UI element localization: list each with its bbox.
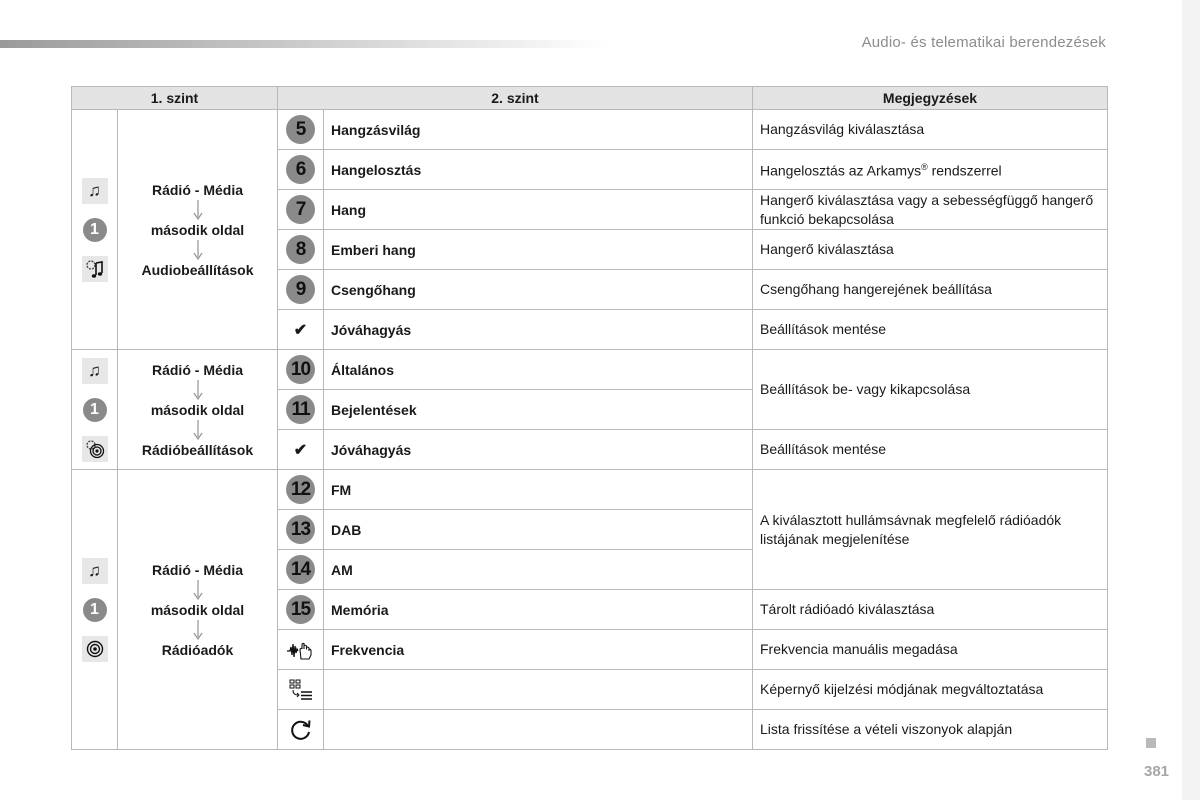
- down-arrow-icon: [191, 199, 205, 221]
- level1-radio-media: Rádió - Média: [151, 361, 243, 378]
- marker-14: 14: [286, 555, 315, 584]
- option-note: Hangerő kiválasztása: [753, 230, 1108, 270]
- level1-radio-media: Rádió - Média: [151, 181, 243, 198]
- option-name: AM: [324, 550, 753, 590]
- option-note: Tárolt rádióadó kiválasztása: [753, 590, 1108, 630]
- level1-second-page: második oldal: [150, 221, 245, 238]
- option-name: DAB: [324, 510, 753, 550]
- option-name: [324, 710, 753, 750]
- option-note: Beállítások be- vagy kikapcsolása: [753, 350, 1108, 430]
- option-note: Lista frissítése a vételi viszonyok alapján: [753, 710, 1108, 750]
- marker-11: 11: [286, 395, 315, 424]
- music-note-icon: ♫: [82, 358, 108, 384]
- option-note: Beállítások mentése: [753, 430, 1108, 470]
- option-name: [324, 670, 753, 710]
- option-note: Beállítások mentése: [753, 310, 1108, 350]
- option-note: Frekvencia manuális megadása: [753, 630, 1108, 670]
- page-edge-strip: [1182, 0, 1200, 800]
- marker-5: 5: [286, 115, 315, 144]
- down-arrow-icon: [191, 379, 205, 401]
- option-name: Hang: [324, 190, 753, 230]
- option-name: Hangelosztás: [324, 150, 753, 190]
- refresh-icon: [288, 717, 314, 743]
- option-note: Hangelosztás az Arkamys® rendszerrel: [753, 150, 1108, 190]
- radio-settings-icon: [82, 436, 108, 462]
- option-name: FM: [324, 470, 753, 510]
- level1-radio-stations: Rádióadók: [161, 641, 234, 658]
- audio-settings-icon: [82, 256, 108, 282]
- level1-path-cell: [118, 350, 278, 470]
- option-name: Hangzásvilág: [324, 110, 753, 150]
- table-header-row: [72, 87, 1108, 110]
- header-notes: Megjegyzések: [753, 87, 1108, 110]
- down-arrow-icon: [191, 579, 205, 601]
- header-level1: 1. szint: [72, 87, 278, 110]
- option-name: Csengőhang: [324, 270, 753, 310]
- table-row: [72, 350, 1108, 390]
- marker-12: 12: [286, 475, 315, 504]
- option-name: Frekvencia: [324, 630, 753, 670]
- level1-icons-cell: [72, 470, 118, 750]
- option-note: Képernyő kijelzési módjának megváltoztatása: [753, 670, 1108, 710]
- option-name: Általános: [324, 350, 753, 390]
- page-number: 381: [1144, 763, 1170, 780]
- down-arrow-icon: [191, 239, 205, 261]
- frequency-hand-icon: [286, 639, 316, 661]
- marker-10: 10: [286, 355, 315, 384]
- header-level2: 2. szint: [278, 87, 753, 110]
- down-arrow-icon: [191, 619, 205, 641]
- marker-7: 7: [286, 195, 315, 224]
- page-marker: [1146, 738, 1156, 748]
- option-name: Jóváhagyás: [324, 430, 753, 470]
- option-note: Csengőhang hangerejének beállítása: [753, 270, 1108, 310]
- level1-second-page: második oldal: [150, 401, 245, 418]
- marker-9: 9: [286, 275, 315, 304]
- marker-15: 15: [286, 595, 315, 624]
- number-1-icon: 1: [83, 598, 107, 622]
- music-note-icon: ♫: [82, 558, 108, 584]
- option-note: Hangerő kiválasztása vagy a sebességfüggő hangerő funkció bekapcsolása: [753, 190, 1108, 230]
- option-name: Jóváhagyás: [324, 310, 753, 350]
- music-note-icon: ♫: [82, 178, 108, 204]
- number-1-icon: 1: [83, 218, 107, 242]
- level1-audio-settings: Audiobeállítások: [141, 261, 254, 278]
- level1-second-page: második oldal: [150, 601, 245, 618]
- radio-station-icon: [82, 636, 108, 662]
- level1-path-cell: [118, 470, 278, 750]
- level1-path-cell: [118, 110, 278, 350]
- marker-13: 13: [286, 515, 315, 544]
- option-name: Memória: [324, 590, 753, 630]
- level1-radio-settings: Rádióbeállítások: [141, 441, 254, 458]
- number-1-icon: 1: [83, 398, 107, 422]
- down-arrow-icon: [191, 419, 205, 441]
- marker-6: 6: [286, 155, 315, 184]
- header-bar: [0, 40, 610, 48]
- settings-table: [71, 86, 1108, 750]
- checkmark-icon: ✔: [293, 321, 308, 339]
- page-header-title: Audio- és telematikai berendezések: [861, 34, 1106, 51]
- option-note: A kiválasztott hullámsávnak megfelelő rádióadók listájának megjelenítése: [753, 470, 1108, 590]
- level1-icons-cell: [72, 350, 118, 470]
- level1-icons-cell: [72, 110, 118, 350]
- table-row: [72, 110, 1108, 150]
- level1-radio-media: Rádió - Média: [151, 561, 243, 578]
- display-mode-icon: [288, 678, 314, 702]
- marker-8: 8: [286, 235, 315, 264]
- table-row: [72, 470, 1108, 510]
- option-name: Emberi hang: [324, 230, 753, 270]
- option-name: Bejelentések: [324, 390, 753, 430]
- checkmark-icon: ✔: [293, 441, 308, 459]
- option-note: Hangzásvilág kiválasztása: [753, 110, 1108, 150]
